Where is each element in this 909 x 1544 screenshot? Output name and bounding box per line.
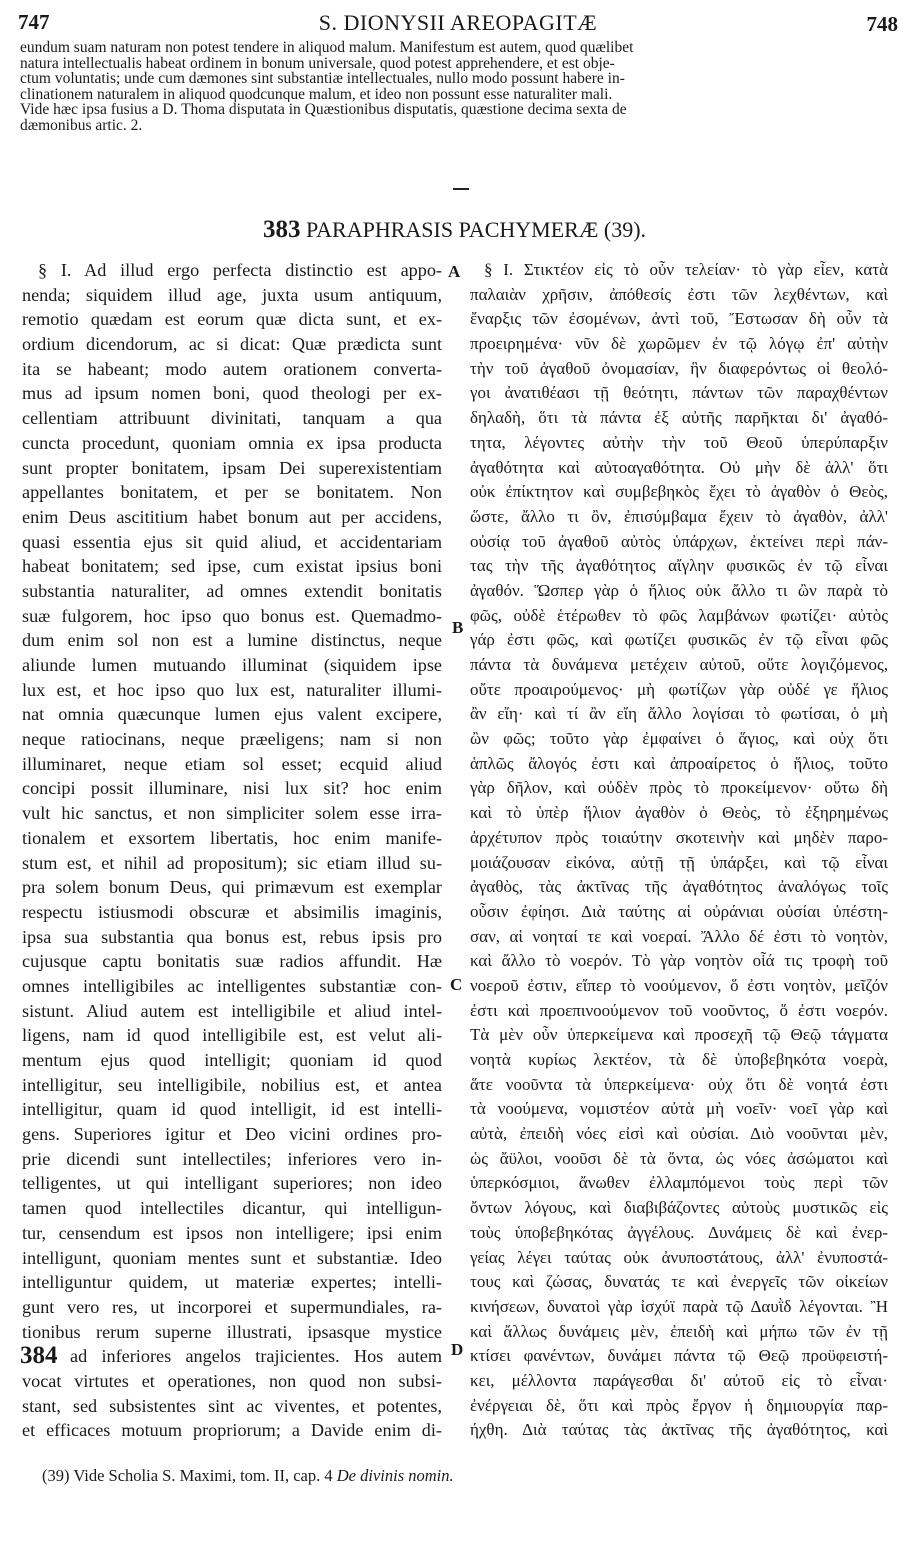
text-line: cellentiam attribuunt divinitati, tanquam a qua bbox=[22, 408, 442, 429]
text-line: intelligunt, quoniam mentes sunt et substantiæ. Ideo bbox=[22, 1247, 442, 1268]
section-divider bbox=[453, 188, 469, 190]
text-line: prie dicendi sunt intellectiles; inferiores vero in- bbox=[22, 1148, 442, 1169]
latin-column bbox=[22, 258, 442, 1445]
text-line: nat omnia quæcunque lumen ejus valent excipere, bbox=[22, 704, 442, 725]
text-line: § I. Ad illud ergo perfecta distinctio est appo- bbox=[38, 260, 442, 280]
text-line: tamen quod intellectiles dicantur, qui intelligun- bbox=[22, 1198, 442, 1219]
text-line: τας τὴν τῆς ἀγαθότητος αἴγλην φυσικῶς ἐν τῷ εἶναι bbox=[470, 556, 888, 576]
text-line: intelliguntur quidem, ut materiæ expertes; intelli- bbox=[22, 1272, 442, 1293]
text-line: habeat bonitatem; sed ipse, cum existat ipsius boni bbox=[22, 556, 442, 577]
text-line: οὐκ ἐπίκτητον καὶ συμβεβηκὸς ἔχει τὸ ἀγαθὸν ὁ Θεὸς, bbox=[470, 482, 888, 502]
text-line: ἀγαθόν. Ὥσπερ γὰρ ὁ ἥλιος οὐκ ἄλλο τι ὢν παρὰ τὸ bbox=[470, 580, 888, 600]
text-line: tur, censendum est ipsos non intelligere; ipsi enim bbox=[22, 1222, 442, 1243]
text-line: intelligitur, seu intelligibile, nobilius est, et antea bbox=[22, 1074, 442, 1095]
note-line: ctum voluntatis; unde cum dæmones sint substantiæ intellectuales, nullo modo possunt habere in- bbox=[20, 71, 625, 87]
text-line: nenda; siquidem illud age, juxta usum antiquum, bbox=[22, 284, 442, 305]
text-line: προειρημένα· νῦν δὲ χωρῶμεν ἐν τῷ λόγῳ ἐπ' αὐτὴν bbox=[470, 334, 888, 354]
text-line: suæ fulgorem, hoc ipso quo bonus est. Quemadmo- bbox=[22, 605, 442, 626]
text-line: ἅτε νοοῦντα τὰ ὑπερκείμενα· οὐχ ὅτι δὲ νοητά ἐστι bbox=[470, 1074, 888, 1094]
text-line: telligentes, ut qui intelligant superiores; non ideo bbox=[22, 1173, 442, 1194]
margin-letter-b: B bbox=[452, 618, 464, 637]
text-line: κινήσεων, δυνατοὶ γὰρ ἰσχύϊ παρὰ τῷ Δαυῒδ λέγονται. Ἢ bbox=[470, 1296, 888, 1316]
text-line: πάντα τὰ δυνάμενα μετέχειν αὐτοῦ, οὔτε λογιζόμενος, bbox=[470, 655, 888, 674]
text-line: ἐνέργειαι δὲ, ὅτι καὶ πρὸς ἔργον ἡ δημιουργία παρ- bbox=[470, 1395, 888, 1415]
text-line: τητα, λέγοντες αὐτὴν τὴν τοῦ Θεοῦ ὑπερύπαρξιν bbox=[470, 432, 888, 452]
greek-column bbox=[470, 258, 888, 1445]
text-line: ordium dicendorum, ac si dicat: Quæ prædicta sunt bbox=[22, 334, 442, 355]
page-number-right: 748 bbox=[866, 12, 898, 36]
text-line: τὴν τοῦ ἀγαθοῦ ὀνομασίαν, ἣν διαφερόντως οἱ θεολό- bbox=[470, 358, 888, 378]
text-line: appellantes bonitatem, et per se bonitatem. Non bbox=[22, 482, 442, 503]
text-line: καὶ ἄλλως δυνάμεις μὲν, ἐπειδὴ καὶ μήπω τῶν ἐν τῇ bbox=[470, 1321, 888, 1341]
text-line: tionalem et exsortem libertatis, hoc enim manife- bbox=[22, 827, 442, 848]
text-line: ligens, nam id quod intelligibile est, est velut ali- bbox=[22, 1025, 442, 1046]
note-line: Vide hæc ipsa fusius a D. Thoma disputata in Quæstionibus disputatis, quæstione decima sexta de bbox=[20, 102, 627, 118]
text-line: ήχθη. Διὰ ταύτας τὰς ἀκτῖνας τῆς ἀγαθότητος, καὶ bbox=[470, 1420, 888, 1440]
text-line: ὥστε, ἄλλο τι ὂν, ἐπισύμβαμα ἔχειν τὸ ἀγαθὸν, ἀλλ' bbox=[470, 506, 888, 526]
text-line: νοεροῦ ἐστιν, εἴπερ τὸ νοούμενον, ὅ ἐστι νοητὸν, μεῖζόν bbox=[470, 975, 888, 995]
text-line: sistunt. Aliud autem est intelligibile et aliud intel- bbox=[22, 1000, 442, 1021]
text-line: cujusque captu bonitatis suæ radios affundit. Hæ bbox=[22, 951, 442, 972]
text-line: ὄντων λόγους, καὶ διαβιβάζοντες αὐτοὺς μυστικῶς εἰς bbox=[470, 1198, 888, 1218]
page-number-left: 747 bbox=[18, 10, 50, 34]
running-title: S. DIONYSII AREOPAGITÆ bbox=[318, 10, 598, 35]
footnote bbox=[42, 1466, 454, 1486]
text-line: ἁπλῶς ἄλογός ἐστι καὶ ἀπροαίρετος ὁ ἥλιος, τοῦτο bbox=[470, 753, 888, 773]
top-note bbox=[20, 40, 890, 133]
text-line: ἔναρξις τῶν ἐσομένων, ἀντὶ τοῦ, Ἔστωσαν δὴ οὖν τὰ bbox=[470, 309, 888, 329]
text-line: νοητὰ κυρίως λεκτέον, τὰ δὲ ὑποβεβηκότα νοερὰ, bbox=[470, 1050, 888, 1069]
text-line: vocat virtutes et operationes, non quod non subsi- bbox=[22, 1370, 442, 1391]
note-line: dæmonibus artic. 2. bbox=[20, 117, 143, 133]
note-line: clinationem naturalem in aliquod quodcunque malum, et ideo non possunt esse naturaliter mali. bbox=[20, 86, 613, 102]
margin-letter-a: A bbox=[448, 262, 461, 281]
text-line: γάρ ἐστι φῶς, καὶ φωτίζει φυσικῶς ἐν τῷ εἶναι φῶς bbox=[470, 630, 888, 650]
text-line: φῶς, οὐδὲ ἑτέρωθεν τὸ φῶς λαμβάνων φωτίζει· αὐτὸς bbox=[470, 605, 888, 625]
text-line: αὐτὰ, ἐπειδὴ νόες εἰσὶ καὶ οὐσίαι. Διὸ νοοῦνται μὲν, bbox=[470, 1124, 888, 1144]
text-line: τὰ νοούμενα, νομιστέον αὐτὰ μὴ νοεῖν· νοεῖ γὰρ καὶ bbox=[470, 1099, 888, 1119]
text-line: stant, sed subsistentes sint ac viventes, et potentes, bbox=[22, 1395, 442, 1416]
text-line: τους καὶ ζώσας, δυνατάς τε καὶ ἐνεργεῖς τῶν οἰκείων bbox=[470, 1272, 888, 1292]
text-line: lux est, et hoc ipso quo lux est, naturaliter illumi- bbox=[22, 679, 442, 700]
text-line: ἂν εἴη· καὶ τί ἂν εἴη ἄλλο λογίσαι τὸ φωτίσαι, ὁ μὴ bbox=[470, 704, 888, 724]
text-line: γείας λέγει ταύτας οὐκ ἀνυποστάτους, ἀλλ' ἐνυποστά- bbox=[470, 1247, 888, 1267]
text-line: ita se habeant; modo autem orationem converta- bbox=[22, 358, 442, 379]
text-line: remotio quædam est eorum quæ dicta sunt, et ex- bbox=[22, 309, 442, 330]
text-line: ἐστι καὶ προεπινοούμενον τοῦ νοοῦντος, ὅ ἐστι νοερόν. bbox=[470, 1000, 888, 1020]
footnote-italic: De divinis nomin. bbox=[336, 1466, 454, 1485]
text-line: concipi possit illuminare, nisi lux sit? hoc enim bbox=[22, 778, 442, 799]
text-line: οὖσιν ἐφίησι. Διὰ ταύτης αἱ οὐράνιαι οὐσίαι ὑπέστη- bbox=[470, 901, 888, 921]
text-line: omnes intelligibiles ac intelligentes substantiæ con- bbox=[22, 975, 442, 996]
text-line: vult hic sanctus, et non simpliciter solem esse irra- bbox=[22, 803, 442, 824]
margin-letter-d: D bbox=[451, 1340, 464, 1359]
text-line: neque ratiocinans, neque præeligens; nam si non bbox=[22, 729, 442, 750]
text-line: δηλαδὴ, ὅτι τὰ πάντα ἐξ αὐτῆς παρῆκται δι' ἀγαθό- bbox=[470, 408, 888, 428]
text-line: sunt propter bonitatem, ipsam Dei superexistentiam bbox=[22, 457, 442, 478]
text-line: dum enim sol non est a lumine distinctus, neque bbox=[22, 630, 442, 651]
text-line: ὢν φῶς; τοῦτο γὰρ ἐμφαίνει ὁ ἅγιος, καὶ οὐχ ὅτι bbox=[470, 729, 888, 749]
text-line: stum est, et nihil ad propositum); sic etiam illud su- bbox=[22, 852, 442, 873]
text-line: quasi essentia ejus sit quid aliud, et accidentariam bbox=[22, 531, 442, 552]
text-line: ipsa sua substantia qua bonus est, rebus ipsis pro bbox=[22, 926, 442, 947]
text-line: μοιάζουσαν εἰκόνα, αὐτῇ τῇ ὑπάρξει, καὶ τῷ εἶναι bbox=[470, 852, 888, 872]
text-line: σαν, αἱ νοηταί τε καὶ νοεραί. Ἄλλο δέ ἐστι τὸ νοητὸν, bbox=[470, 926, 888, 946]
text-line: mus ad ipsum nomen boni, quod theologi per ex- bbox=[22, 383, 442, 404]
text-line: ἀγαθὸς, τὰς ἀκτῖνας τῆς ἀγαθότητος ἀναλόγως τοῖς bbox=[470, 877, 888, 897]
text-line: gens. Superiores igitur et Deo vicini ordines pro- bbox=[22, 1124, 442, 1145]
text-line: intelligitur, quam id quod intelligit, id est intelli- bbox=[22, 1099, 442, 1120]
text-line: κτίσει φανέντων, δυνάμει πάντα τῷ Θεῷ προϋφειστή- bbox=[470, 1346, 888, 1366]
section-title: PARAPHRASIS PACHYMERÆ (39). bbox=[305, 217, 647, 242]
text-line: pra solem bonum Deus, qui primævum est exemplar bbox=[22, 877, 442, 898]
text-line: καὶ ἄλλο τὸ νοερόν. Τὸ γὰρ νοητὸν οἷά τις τροφὴ τοῦ bbox=[470, 951, 888, 971]
text-line: καὶ τὸ ὑπὲρ ἥλιον ἀγαθὸν ὁ Θεὸς, τὸ ἐξηρημένως bbox=[470, 803, 888, 823]
text-line: ἀγαθότητα καὶ αὐτοαγαθότητα. Οὐ μὴν δὲ ἀλλ' ὅτι bbox=[470, 457, 888, 477]
page-header bbox=[18, 10, 898, 40]
text-line: ad inferiores angelos trajicientes. Hos autem bbox=[70, 1346, 442, 1367]
text-line: τοὺς ὑποβεβηκότας ἀγγέλους. Δυνάμεις δὲ καὶ ἐνερ- bbox=[470, 1222, 888, 1242]
text-line: aliunde lumen mutuando illuminat (siquidem ipse bbox=[22, 655, 442, 675]
note-line: eundum suam naturam non potest tendere in aliquod malum. Manifestum est autem, quod quælibet bbox=[20, 40, 634, 56]
text-line: tionibus rerum superne illustrati, ipsasque mystice bbox=[22, 1321, 442, 1342]
text-line: οὔτε προαιρούμενος· μὴ φωτίζων γὰρ οὐδέ γε ἥλιος bbox=[470, 679, 888, 699]
text-line: respectu istiusmodi obscuræ et absimilis imaginis, bbox=[22, 901, 442, 922]
text-line: et efficaces motuum propriorum; a Davide enim di- bbox=[22, 1420, 442, 1441]
text-line: γοι ἀνατιθέασι τῇ θεότητι, πάντων τῶν παραχθέντων bbox=[470, 383, 888, 403]
text-line: κει, μέλλοντα παράγεσθαι δι' αὐτοῦ εἰς τὸ εἶναι· bbox=[470, 1370, 888, 1390]
margin-letter-c: C bbox=[450, 975, 463, 994]
text-line: substantia naturaliter, ad omnes extendit bonitatis bbox=[22, 580, 442, 601]
text-line: παλαιὰν χρῆσιν, ἀπόθεσίς ἐστι τῶν λεχθέντων, καὶ bbox=[470, 284, 888, 304]
text-line: ἀρχέτυπον πρὸς τοιαύτην σκοτεινὴν καὶ μηδὲν παρο- bbox=[470, 827, 888, 847]
text-line: cuncta procedunt, quoniam omnia ex ipsa producta bbox=[22, 432, 442, 453]
text-line: Τὰ μὲν οὖν ὑπερκείμενα καὶ προσεχῆ τῷ Θεῷ τάγματα bbox=[470, 1025, 888, 1045]
text-line: gunt vero res, ut incorporei et supermundiales, ra- bbox=[22, 1296, 442, 1317]
text-line: οὐσίᾳ τοῦ ἀγαθοῦ αὐτὸς ὑπάρχων, ἐκτείνει περὶ πάν- bbox=[470, 531, 888, 551]
text-line: illuminaret, neque etiam sol esset; ecquid aliud bbox=[22, 753, 442, 774]
text-line: ὑπερκόσμιοι, ἄνωθεν ἐλλαμπόμενοι τοὺς περὶ τῶν bbox=[470, 1173, 888, 1193]
section-heading bbox=[0, 216, 909, 244]
text-line: § I. Στικτέον εἰς τὸ οὖν τελείαν· τὸ γὰρ εἶεν, κατὰ bbox=[484, 260, 888, 279]
text-line: enim Deus ascititium habet bonum aut per accidens, bbox=[22, 506, 442, 527]
page-marker: 384 bbox=[20, 1342, 58, 1369]
text-line: mentum ejus quod intelligit; quoniam id quod bbox=[22, 1050, 442, 1070]
text-line: ὡς ἄϋλοι, νοοῦσι δὲ τὰ ὄντα, ὡς νόες ἀσώματοι καὶ bbox=[470, 1148, 888, 1168]
section-number: 383 bbox=[262, 216, 301, 243]
text-line: γὰρ δῆλον, καὶ οὐδὲν πρὸς τὸ προκείμενον· οὕτω δὴ bbox=[470, 778, 888, 798]
footnote-text: (39) Vide Scholia S. Maximi, tom. II, cap. 4 bbox=[42, 1466, 333, 1485]
note-line: natura intellectualis habeat ordinem in bonum universale, quod potest apprehendere, et est obje- bbox=[20, 55, 615, 71]
